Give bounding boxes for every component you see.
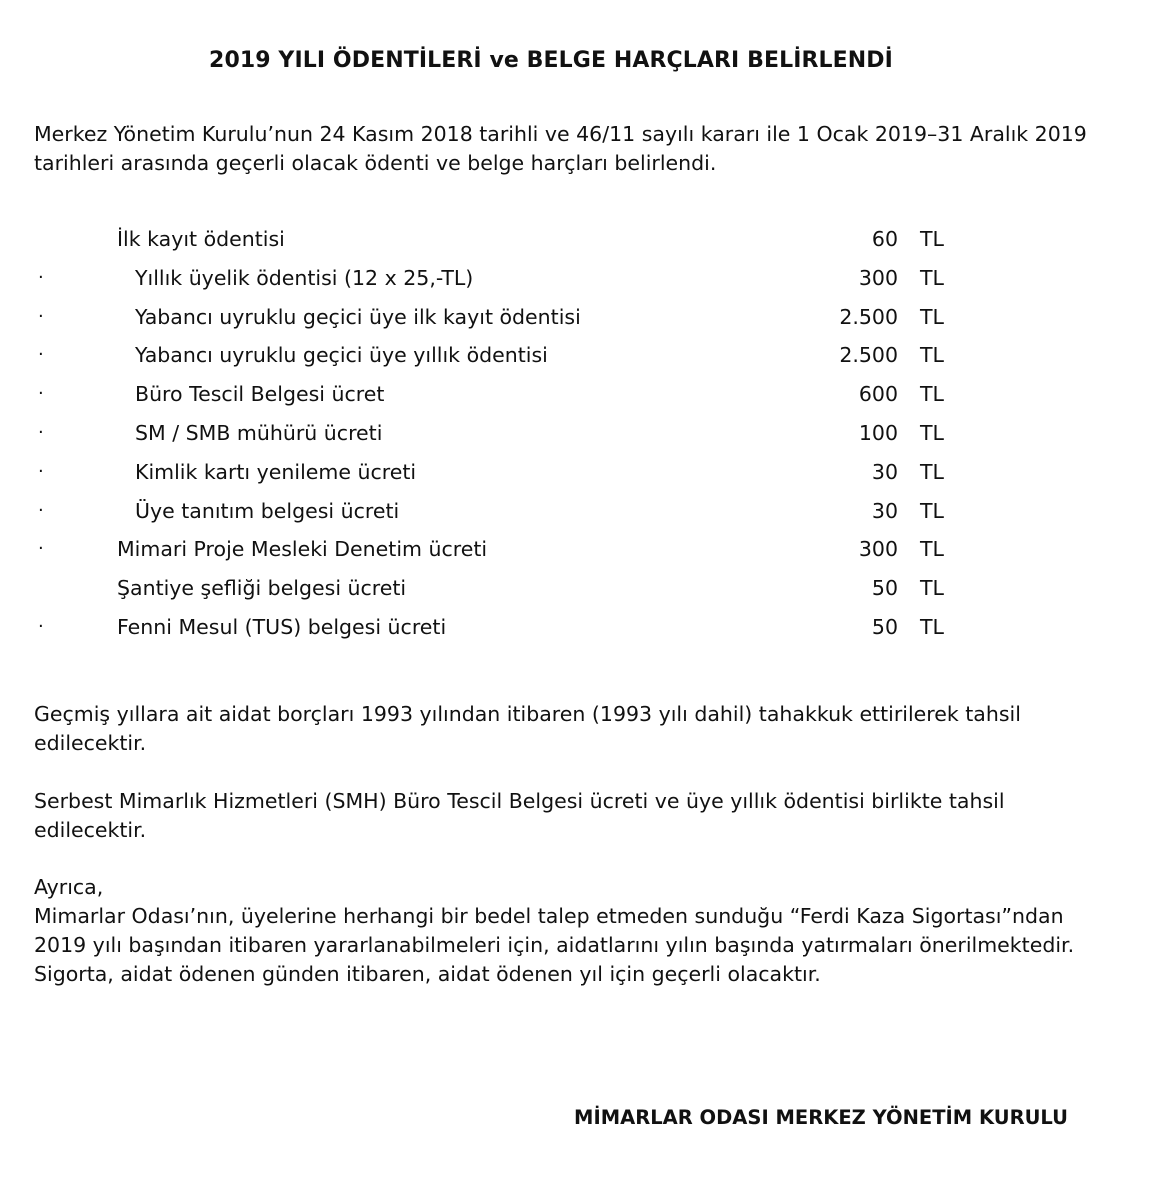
fee-unit: TL	[920, 420, 944, 445]
bullet: ·	[38, 615, 44, 637]
fee-amount: 300	[858, 265, 898, 290]
fee-amount: 50	[871, 576, 898, 601]
bullet: ·	[38, 344, 44, 366]
fee-row	[0, 375, 1152, 414]
fee-row	[0, 220, 1152, 259]
bullet: ·	[38, 266, 44, 288]
intro-paragraph: Merkez Yönetim Kurulu’nun 24 Kasım 2018 tarihli ve 46/11 sayılı kararı ile 1 Ocak 2019–31 Aralık 2019 tarihleri arasında geçerli olacak ödenti ve belge harçları belirlendi.	[34, 122, 1087, 175]
fee-amount: 30	[871, 459, 898, 484]
fee-unit: TL	[920, 576, 944, 601]
fee-label: SM / SMB mühürü ücreti	[135, 420, 383, 445]
fee-label: Üye tanıtım belgesi ücreti	[135, 498, 400, 523]
fee-amount: 60	[871, 227, 898, 251]
fee-amount: 2.500	[839, 304, 898, 329]
fee-row	[0, 298, 1152, 337]
fee-unit: TL	[920, 304, 944, 329]
fee-unit: TL	[920, 265, 944, 290]
bullet: ·	[38, 383, 44, 405]
fee-amount: 2.500	[839, 343, 898, 368]
fee-label: Büro Tescil Belgesi ücret	[135, 382, 385, 407]
insurance-section	[34, 873, 1094, 989]
fee-unit: TL	[920, 537, 944, 562]
arrears-paragraph: Geçmiş yıllara ait aidat borçları 1993 yılından itibaren (1993 yılı dahil) tahakkuk ettirilerek tahsil edilecektir.	[34, 702, 1021, 755]
fee-amount: 300	[858, 537, 898, 562]
fee-label: Fenni Mesul (TUS) belgesi ücreti	[117, 614, 447, 639]
bullet: ·	[38, 460, 44, 482]
fee-label: Şantiye şefliği belgesi ücreti	[117, 576, 407, 601]
signature: MİMARLAR ODASI MERKEZ YÖNETİM KURULU	[574, 1106, 1068, 1129]
fee-unit: TL	[920, 498, 944, 523]
fee-row	[0, 453, 1152, 492]
bullet: ·	[38, 499, 44, 521]
fee-label: Yabancı uyruklu geçici üye yıllık ödentisi	[135, 343, 548, 368]
fee-label: Yıllık üyelik ödentisi (12 x 25,-TL)	[135, 265, 474, 290]
fee-amount: 600	[858, 382, 898, 407]
fee-amount: 50	[871, 614, 898, 639]
bullet: ·	[38, 538, 44, 560]
fee-label: Mimari Proje Mesleki Denetim ücreti	[117, 537, 488, 562]
fee-label: Kimlik kartı yenileme ücreti	[135, 459, 417, 484]
fee-row	[0, 530, 1152, 569]
fee-unit: TL	[920, 343, 944, 368]
fee-unit: TL	[920, 459, 944, 484]
insurance-heading: Ayrıca,	[34, 875, 104, 899]
fee-label: Yabancı uyruklu geçici üye ilk kayıt ödentisi	[135, 304, 581, 329]
fee-amount: 100	[858, 420, 898, 445]
bullet: ·	[38, 421, 44, 443]
fee-row	[0, 414, 1152, 453]
fee-label: İlk kayıt ödentisi	[117, 227, 285, 251]
document-title: 2019 YILI ÖDENTİLERİ ve BELGE HARÇLARI BELİRLENDİ	[209, 48, 893, 73]
fee-unit: TL	[920, 227, 944, 251]
fee-row	[0, 608, 1152, 647]
insurance-paragraph: Mimarlar Odası’nın, üyelerine herhangi bir bedel talep etmeden sunduğu “Ferdi Kaza Sigortası”ndan 2019 yılı başından itibaren yararlanabilmeleri için, aidatlarını yılın başında yatırmaları önerilmektedir. Sigorta, aidat ödenen günden itibaren, aidat ödenen yıl için geçerli olacaktır.	[34, 904, 1075, 986]
fee-unit: TL	[920, 382, 944, 407]
fee-amount: 30	[871, 498, 898, 523]
fee-list	[0, 220, 1152, 647]
fee-unit: TL	[920, 614, 944, 639]
smh-paragraph: Serbest Mimarlık Hizmetleri (SMH) Büro Tescil Belgesi ücreti ve üye yıllık ödentisi birlikte tahsil edilecektir.	[34, 789, 1005, 842]
fee-row	[0, 259, 1152, 298]
fee-row	[0, 336, 1152, 375]
fee-row	[0, 492, 1152, 531]
bullet: ·	[38, 305, 44, 327]
fee-row	[0, 569, 1152, 608]
